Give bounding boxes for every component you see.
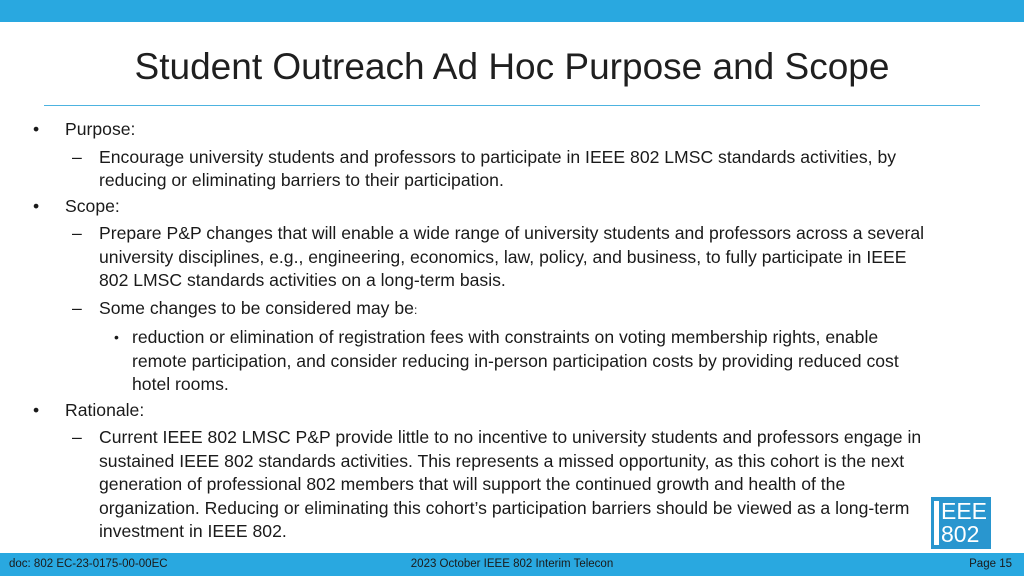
rationale-item	[0, 426, 939, 544]
dash-marker: –	[72, 297, 82, 318]
footer-doc-id: doc: 802 EC-23-0175-00-00EC	[9, 558, 168, 570]
purpose-text: Encourage university students and professors to participate in IEEE 802 LMSC standards activities, by reducing or eliminating barriers to their participation.	[99, 146, 897, 190]
ieee-802-logo	[931, 497, 991, 549]
bullet-marker: •	[33, 195, 40, 216]
scope-text-1: Prepare P&P changes that will enable a wide range of university students and professors across a several university disciplines, e.g., engineering, economics, law, policy, and business, to fully participate in IEEE 802 LMSC standards activities on a long-term basis.	[99, 223, 925, 290]
logo-line-2: 802	[941, 521, 980, 547]
scope-item-2	[0, 297, 939, 323]
bullet-rationale	[0, 399, 1024, 423]
scope-text-2: Some changes to be considered may be	[99, 297, 414, 318]
slide-title: Student Outreach Ad Hoc Purpose and Scope	[134, 46, 890, 87]
scope-sub-item	[0, 326, 932, 397]
bullet-scope	[0, 195, 1024, 219]
scope-text-2-colon: :	[413, 302, 418, 317]
logo-i-bar	[934, 501, 939, 545]
top-accent-band	[0, 0, 1024, 22]
purpose-item	[0, 146, 939, 193]
footer-bar	[0, 553, 1024, 576]
purpose-label: Purpose:	[65, 119, 136, 139]
dash-marker: –	[72, 223, 82, 243]
bullet-purpose	[0, 118, 1024, 142]
sub-bullet-marker: •	[114, 329, 119, 345]
bullet-marker: •	[33, 119, 40, 139]
scope-item-1	[0, 222, 939, 293]
footer-event: 2023 October IEEE 802 Interim Telecon	[410, 558, 614, 570]
logo-line-1: EEE	[941, 498, 988, 524]
title-divider	[44, 105, 980, 106]
rationale-text: Current IEEE 802 LMSC P&P provide little to no incentive to university students and professors engage in sustained IEEE 802 standards activities. This represents a missed opportunity, as this cohort is the next generation of professional 802 members that will support the continued growth and health of the organization. Reducing or eliminating this cohort’s participation barriers should be viewed as a long-term investment in IEEE 802.	[99, 427, 922, 541]
dash-marker: –	[72, 146, 82, 167]
scope-sub-text: reduction or elimination of registration fees with constraints on voting membership rights, enable remote participation, and consider reducing in-person participation costs by providing reduced cost hotel rooms.	[132, 327, 899, 394]
bullet-marker: •	[33, 399, 40, 420]
footer-page-number: Page 15	[969, 558, 1012, 570]
slide-body	[0, 116, 1024, 547]
rationale-label: Rationale:	[65, 399, 145, 420]
dash-marker: –	[72, 427, 82, 447]
scope-label: Scope:	[65, 195, 120, 216]
